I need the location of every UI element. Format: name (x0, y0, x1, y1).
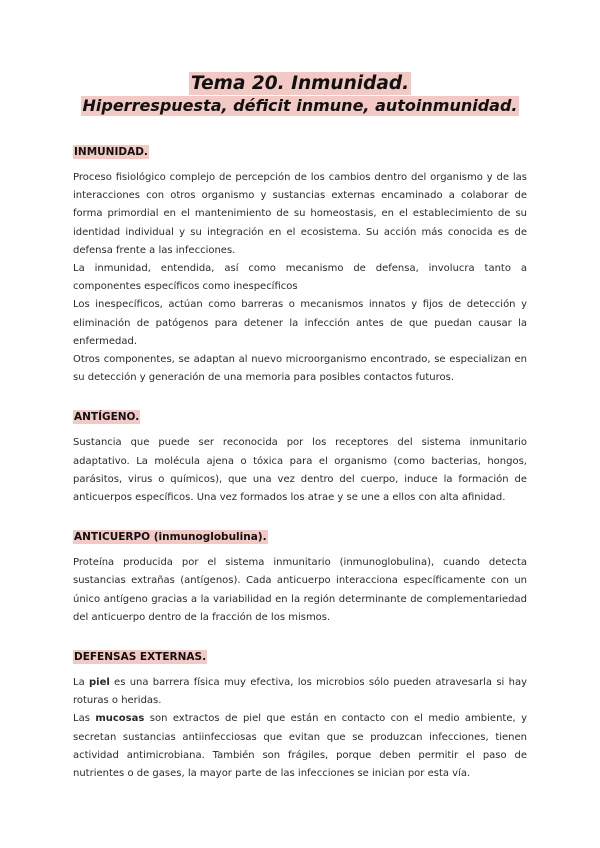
paragraph: Sustancia que puede ser reconocida por los receptores del sistema inmunitario adaptativo. La molécula ajena o tóxica para el organismo (como bacterias, hongos, parásitos, virus o químicos), que una vez dentro del cuerpo, induce la formación de anticuerpos específicos. Una vez formados los atrae y se une a ellos con alta afinidad. (73, 437, 527, 504)
title-block (73, 0, 527, 116)
text-run: es una barrera física muy efectiva, los microbios sólo pueden atravesarla si hay roturas o heridas. (73, 677, 527, 707)
text-run: Las (73, 713, 96, 725)
document-subtitle: Hiperrespuesta, déficit inmune, autoinmunidad. (82, 96, 518, 115)
bold-term: piel (88, 677, 110, 689)
section-heading: ANTÍGENO. (74, 411, 140, 424)
paragraph: La inmunidad, entendida, así como mecanismo de defensa, involucra tanto a componentes específicos como inespecíficos (73, 263, 527, 293)
paragraph: Los inespecíficos, actúan como barreras o mecanismos innatos y fijos de detección y eliminación de patógenos para detener la infección antes de que puedan causar la enfermedad. (73, 299, 527, 347)
text-run: La (73, 677, 89, 689)
section-inmunidad (73, 140, 527, 387)
text-run: son extractos de piel que están en contacto con el medio ambiente, y secretan sustancias antiinfecciosas que evitan que se produzcan infecciones, tienen actividad antimicrobiana. También son frágiles, porque deben permitir el paso de nutrientes o de gases, la mayor parte de las infecciones se inician por esta vía. (73, 713, 527, 780)
section-heading: DEFENSAS EXTERNAS. (74, 651, 207, 664)
section-defensas-externas (73, 645, 527, 783)
document-title: Tema 20. Inmunidad. (190, 73, 410, 94)
bold-term: mucosas (95, 713, 145, 725)
paragraph: Proteína producida por el sistema inmunitario (inmunoglobulina), cuando detecta sustancias extrañas (antígenos). Cada anticuerpo interacciona específicamente con un único antígeno gracias a la variabilidad en la región determinante de complementariedad del anticuerpo dentro de la fracción de los mismos. (73, 557, 527, 623)
section-heading: ANTICUERPO (inmunoglobulina). (74, 531, 267, 544)
paragraph: Proceso fisiológico complejo de percepción de los cambios dentro del organismo y de las interacciones con otros organismo y sustancias externas encaminado a colaborar de forma primordial en el mantenimiento de su homeostasis, en el establecimiento de su identidad individual y su integración en el ecosistema. Su acción más conocida es de defensa frente a las infecciones. (73, 172, 527, 256)
paragraph-mucosas (73, 710, 527, 783)
section-antigeno (73, 405, 527, 507)
paragraph-piel (73, 674, 527, 710)
section-heading: INMUNIDAD. (74, 146, 148, 158)
paragraph: Otros componentes, se adaptan al nuevo microorganismo encontrado, se especializan en su detección y generación de una memoria para posibles contactos futuros. (73, 354, 527, 384)
section-anticuerpo (73, 525, 527, 627)
